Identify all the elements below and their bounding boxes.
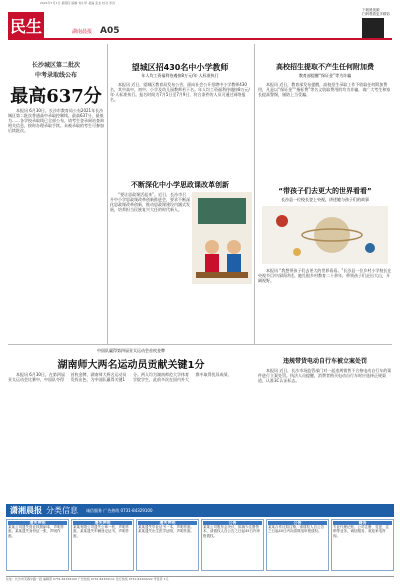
a1-body-text: 本报讯 6月30日，长沙市教育局公布2021年长沙城区第二批次普通高中录取控制线。最高637分，最低为……各学校录取线已全部公布，请考生登录网站查询相关信息，按时办理录取手续。未被录取的考生可参加后续批次。	[8, 108, 104, 133]
classified-col-text: 某某公司遗失营业执照副本，声明作废。某某遗失身份证一张，声明作废。	[8, 525, 64, 538]
classified-header	[6, 504, 394, 517]
classified-col-title: 遗失声明	[138, 521, 197, 525]
a7-body	[258, 368, 392, 500]
classified-col-text: 专业代理记账、公司注册、变更、注销等业务，诚信服务，欢迎来电咨询。	[333, 525, 389, 538]
classified-col	[201, 519, 264, 571]
qr-label: 下载晨视频	[362, 8, 380, 12]
qr-code-box[interactable]	[362, 8, 394, 36]
a5-subtitle: 长沙县一位校长登上央视，讲述她与孩子们的故事	[281, 197, 369, 202]
classified-col	[136, 519, 199, 571]
a2-title: 望城区招430名中小学教师	[131, 63, 229, 72]
page-footer: 社址：长沙市芙蓉中路一段 编辑部 0731-84329100 广告热线 0731-84329111 发行热线 0731-84329222 零售价 1元	[6, 576, 394, 585]
a5-body-text: 本报讯 “我想带孩子们去更大的世界看看。”长沙县一位乡村小学校长在央视节目中深情讲述。她扎根乡村教育二十余年，带领孩子们走出大山，开阔视野。	[258, 268, 392, 283]
section-title: 民生	[9, 17, 43, 36]
classified-col	[266, 519, 329, 571]
space-illustration	[262, 206, 388, 264]
a1-kicker2: 中考录取线公布	[34, 72, 77, 79]
classroom-illustration	[192, 192, 252, 284]
header-rule	[8, 38, 392, 40]
a4-title: 不断深化中小学思政课改革创新	[131, 181, 229, 189]
a3-subtitle: 教育部提醒“保证金”等为诈骗	[298, 73, 352, 78]
column-divider	[107, 44, 108, 344]
classified-col-title: 遗失声明	[8, 521, 67, 525]
a3-title: 高校招生提取不产生任何附加费	[276, 63, 374, 71]
a7-title: 违规带货电动自行车被立案处罚	[282, 358, 367, 365]
classified-tagline: 诚信服务 广告热线 0731-84329100	[86, 507, 153, 513]
classified-col	[331, 519, 394, 571]
a6-body	[8, 372, 254, 500]
a6-body-text: 本报讯 6月30日，在第四届亚太运动会比赛中，中国队夺得首枚金牌，湖南师大两名运动员发挥出色，为中国队赢得关键1分。两人均为湖南师范大学体育学院学生，此前多次在国内外大赛中取得优异成绩。	[8, 372, 232, 382]
a6-title: 湖南师大两名运动员贡献关键1分	[57, 360, 205, 371]
classified-col	[6, 519, 69, 571]
dateline: 2021年7月1日 星期四 编辑 刘小甲 美编 张永 校对 李四	[40, 1, 116, 5]
a2-subtitle: 年人均工资福利待遇按8万元/年·人标准执行	[141, 73, 219, 78]
section-logo	[8, 6, 64, 38]
classified-col-text: 某某遗失毕业证书一本，声明作废。某某遗失出生医学证明，声明作废。	[138, 525, 194, 534]
classified-brand2: 分类信息	[46, 506, 78, 515]
classified-col-text: 某某合作社拟注销，请债权人自公告之日起45日内向清算组申报债权。	[268, 525, 324, 534]
a4-body	[110, 192, 190, 272]
classified-col-title: 公告	[268, 521, 327, 525]
a1-kicker: 长沙城区第二批次	[31, 62, 80, 69]
a5-body	[258, 268, 392, 344]
qr-code-icon[interactable]	[362, 18, 384, 40]
a2-body-text: 本报讯 近日，望城区教育局发布公告，面向社会公开招聘中小学教师430名，其中高中、初中、小学及幼儿园教师若干名。年人均工资福利待遇按8万元/年·人标准执行。报名时间为7月5日至7月9日，符合条件的人员可通过网络报名。	[110, 82, 250, 102]
a7-body-text: 本报讯 近日，长沙市场监管部门对一起违规销售不合格电动自行车的案件进行立案处罚。执法人员提醒，消费者购买电动自行车时应选择正规渠道，认准3C认证标志。	[258, 368, 392, 383]
classified-brand: 潇湘晨报	[10, 506, 42, 515]
classified-col-title: 遗失声明	[73, 521, 132, 525]
a6-kicker: 中国队赢得第四届亚太运动会首枚金牌	[97, 348, 165, 353]
a3-body-text: 本报讯 近日，教育部发布提醒，高校招生录取工作不收取任何附加费用，凡是以“保证金”“指标费”等名义收取费用的均为诈骗，请广大考生和家长提高警惕，谨防上当受骗。	[258, 82, 391, 97]
a3-body	[258, 82, 392, 172]
section-logo-graphic	[8, 6, 64, 38]
classified-col	[71, 519, 134, 571]
classified-col-text: 某某公司股东会决议，拟减少注册资本，请债权人自公告之日起45日内申报债权。	[203, 525, 260, 538]
column-divider	[254, 44, 255, 344]
a4-body-text: “要让思政课活起来”。近日，长沙市召开中小学思政课改革创新推进会，要求不断深化思政课改革创新，推动思政课建设内涵式发展，培养担当民族复兴大任的时代新人。	[110, 192, 190, 212]
row-divider	[8, 344, 392, 345]
paper-name: 湖南晨报	[72, 29, 93, 35]
a2-body	[110, 82, 250, 177]
qr-sublabel: 扫码观看更多精彩	[362, 12, 390, 16]
a1-title: 最高637分	[10, 86, 102, 107]
classified-col-title: 公告	[203, 521, 262, 525]
page-number: A05	[100, 26, 120, 36]
classified-section	[6, 504, 394, 572]
a1-body	[8, 108, 104, 288]
classified-col-text: 某某有限公司遗失公章一枚，声明作废。某某遗失车辆登记证书，声明作废。	[73, 525, 129, 538]
classified-col-title: 商务	[333, 521, 392, 525]
classified-columns	[6, 519, 394, 571]
a5-title: “带孩子们去更大的世界看看”	[278, 187, 372, 195]
